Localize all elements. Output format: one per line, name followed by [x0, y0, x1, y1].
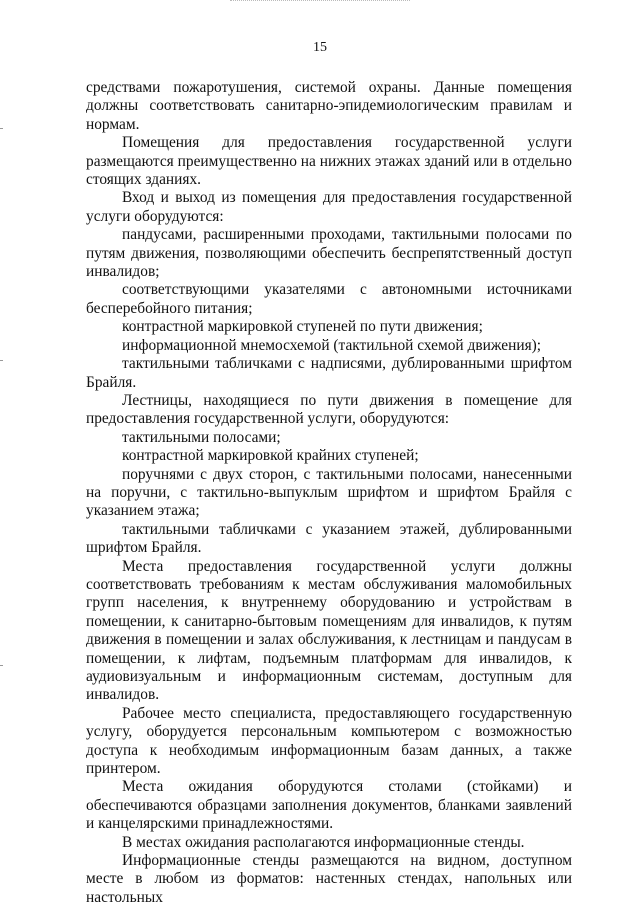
list-item: информационной мнемосхемой (тактильной схемой движения);: [122, 336, 542, 354]
paragraph: Лестницы, находящиеся по пути движения в помещение для предоставления государственной услуги, оборудуются:: [86, 391, 572, 428]
list-item: контрастной маркировкой крайних ступеней;: [122, 447, 419, 465]
list-item: поручнями с двух сторон, с тактильными полосами, нанесенными на поручни, с тактильно-выпуклым шрифтом и шрифтом Брайля с указанием этажа;: [86, 465, 572, 520]
list-item: контрастной маркировкой ступеней по пути движения;: [122, 318, 483, 336]
scan-edge-mark: [0, 128, 3, 129]
list-item: пандусами, расширенными проходами, тактильными полосами по путям движения, позволяющими обеспечить беспрепятственный доступ инвалидов;: [86, 226, 572, 281]
scan-edge-mark: [0, 360, 3, 361]
paragraph: В местах ожидания располагаются информационные стенды.: [122, 833, 525, 851]
scan-edge-mark: [0, 665, 3, 666]
paragraph: Помещения для предоставления государственной услуги размещаются преимущественно на нижних этажах зданий или в отдельно стоящих зданиях.: [86, 134, 572, 189]
paragraph: Рабочее место специалиста, предоставляющего государственную услугу, оборудуется персональным компьютером с возможностью доступа к необходимым информационным базам данных, а также принтером.: [86, 704, 572, 778]
paragraph: средствами пожаротушения, системой охраны. Данные помещения должны соответствовать санитарно-эпидемиологическим правилам и нормам.: [86, 79, 572, 133]
paragraph: Места ожидания оборудуются столами (стойками) и обеспечиваются образцами заполнения документов, бланками заявлений и канцелярскими принадлежностями.: [86, 778, 572, 833]
list-item: тактильными табличками с указанием этажей, дублированными шрифтом Брайля.: [86, 520, 572, 557]
list-item: тактильными табличками с надписями, дублированными шрифтом Брайля.: [86, 355, 572, 391]
scan-artifact: [230, 0, 410, 3]
document-body: [86, 79, 572, 907]
paragraph: Вход и выход из помещения для предоставления государственной услуги оборудуются:: [86, 189, 572, 225]
paragraph: Информационные стенды размещаются на видном, доступном месте в любом из форматов: настенных стендах, напольных или настольных: [86, 852, 572, 906]
page-number: 15: [313, 40, 327, 55]
list-item: тактильными полосами;: [122, 428, 281, 446]
list-item: соответствующими указателями с автономными источниками бесперебойного питания;: [86, 281, 572, 317]
paragraph: Места предоставления государственной услуги должны соответствовать требованиям к местам обслуживания маломобильных групп населения, к внутреннему оборудованию и устройствам в помещении, к санитарно-бытовым помещениям для инвалидов, к путям движения в помещении и залах обслуживания, к лестницам и пандусам в помещении, к лифтам, подъемным платформам для инвалидов, к аудиовизуальным и информационным системам, доступным для инвалидов.: [86, 557, 572, 704]
